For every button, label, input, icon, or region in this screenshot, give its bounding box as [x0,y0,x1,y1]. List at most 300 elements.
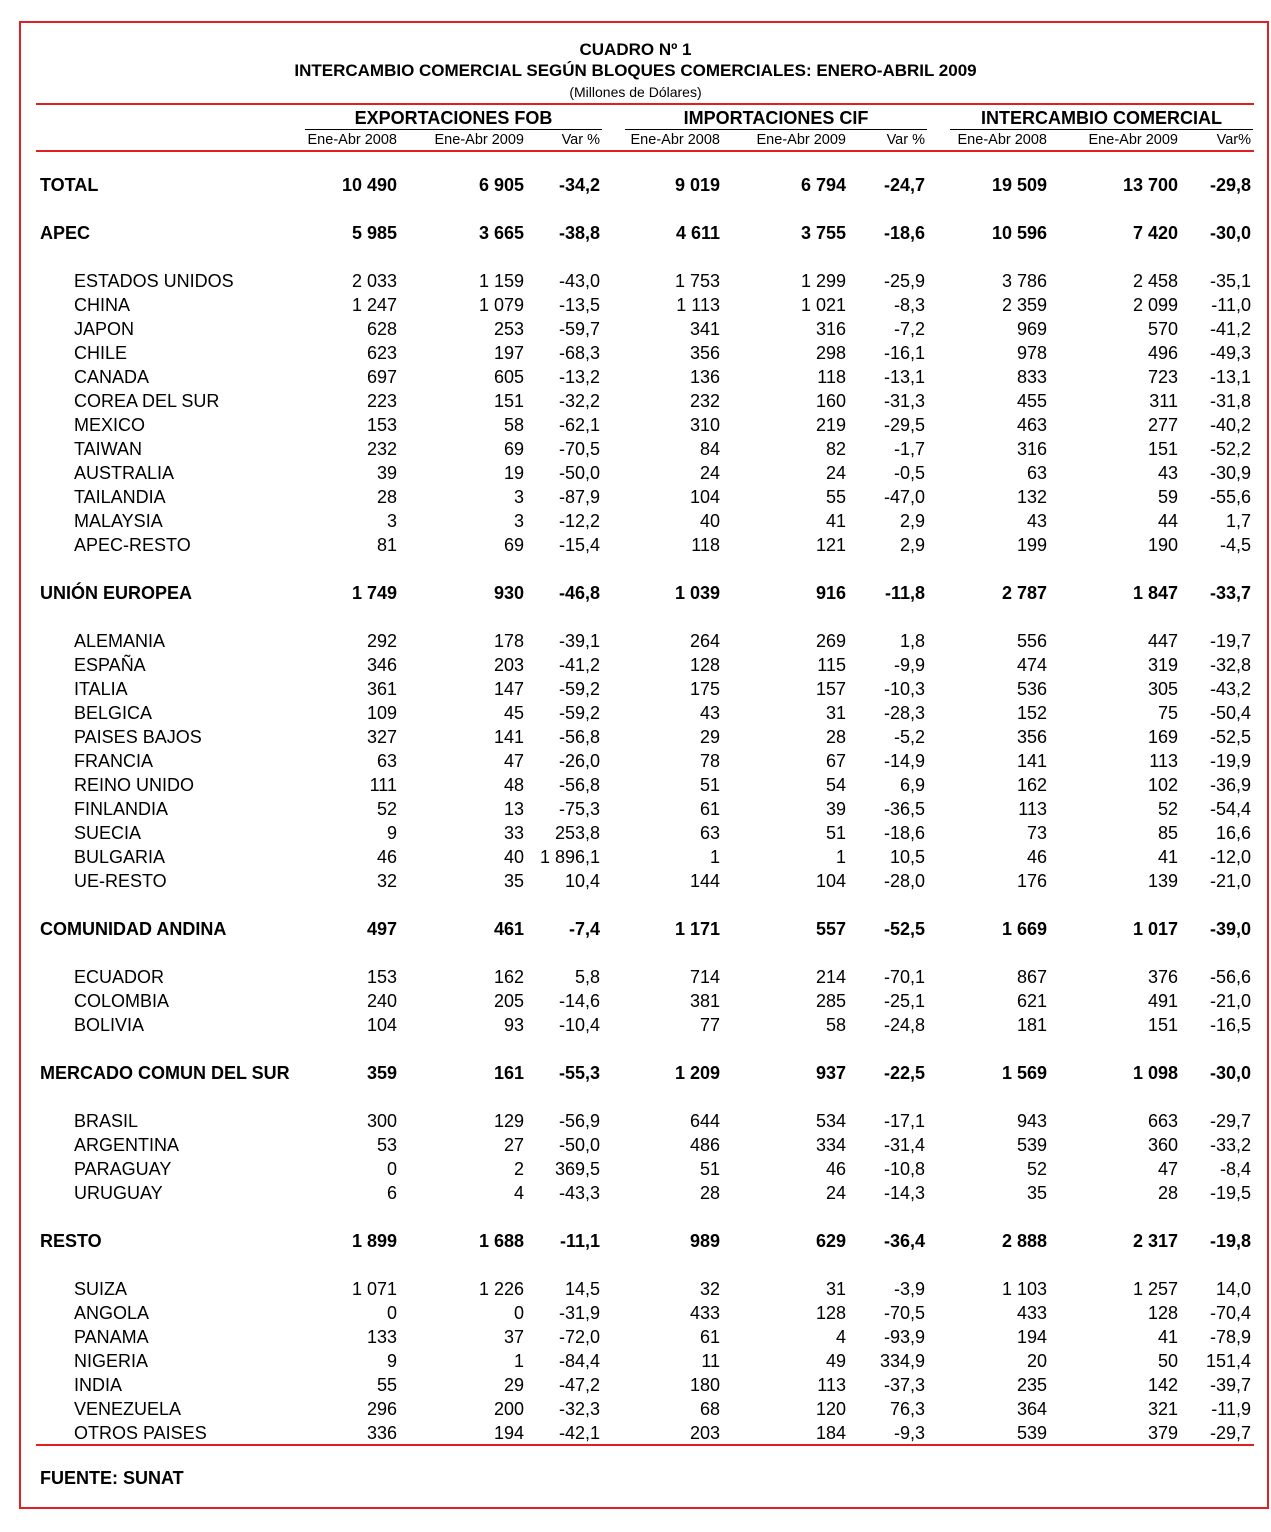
table-cell: 364 [1016,1399,1047,1419]
table-cell: -8,4 [1219,1159,1251,1179]
table-cell: -11,0 [1211,295,1251,315]
table-number: CUADRO Nº 1 [579,40,692,59]
table-cell: 296 [366,1399,397,1419]
table-cell: 311 [1149,391,1178,411]
table-cell: 1 209 [674,1063,720,1083]
table-cell: 184 [815,1423,846,1443]
table-cell: 31 [825,703,846,723]
table-cell: 310 [689,415,720,435]
table-bottom-rule [36,1444,1254,1446]
group-header-trade: INTERCAMBIO COMERCIAL [950,107,1253,130]
table-cell: 20 [1026,1351,1047,1371]
header-bottom-rule [36,150,1254,152]
table-cell: -43,2 [1209,679,1251,699]
table-cell: 1 103 [1001,1279,1047,1299]
table-row [0,965,1271,989]
column-subheader: Ene-Abr 2008 [957,132,1047,148]
table-row [0,1325,1271,1349]
table-cell: 1 113 [676,295,720,315]
table-cell: 41 [1157,1327,1178,1347]
table-cell: -37,3 [883,1375,925,1395]
table-row-block [0,1229,1271,1253]
table-cell: 1 021 [800,295,846,315]
table-cell: 0 [513,1303,524,1323]
table-cell: 153 [366,967,397,987]
table-cell: 153 [366,415,397,435]
table-cell: 46 [825,1159,846,1179]
table-row [0,821,1271,845]
table-cell: 628 [366,319,397,339]
table-cell: 1 [835,847,846,867]
table-cell: 381 [689,991,720,1011]
table-cell: 162 [1016,775,1047,795]
table-cell: 556 [1016,631,1047,651]
table-cell: -70,4 [1209,1303,1251,1323]
table-cell: -55,6 [1209,487,1251,507]
table-row [0,1157,1271,1181]
row-label: INDIA [74,1375,123,1395]
table-cell: -41,2 [1209,319,1251,339]
row-label: COLOMBIA [74,991,170,1011]
table-cell: 75 [1157,703,1178,723]
table-cell: 78 [699,751,720,771]
row-label: PAISES BAJOS [74,727,202,747]
table-cell: 43 [699,703,720,723]
row-label: REINO UNIDO [74,775,195,795]
table-cell: -59,7 [558,319,600,339]
table-cell: 144 [689,871,720,891]
table-row [0,341,1271,365]
table-cell: 557 [815,919,846,939]
table-cell: -70,5 [558,439,600,459]
table-cell: 3 [513,487,524,507]
row-label: MERCADO COMUN DEL SUR [40,1063,290,1083]
table-cell: 2 317 [1132,1231,1178,1251]
row-label: CHINA [74,295,131,315]
table-cell: -72,0 [558,1327,600,1347]
table-row [0,509,1271,533]
table-cell: -47,0 [883,487,925,507]
row-label: OTROS PAISES [74,1423,207,1443]
table-cell: 24 [825,1183,846,1203]
table-cell: 376 [1147,967,1178,987]
table-cell: 35 [503,871,524,891]
table-cell: 1 847 [1132,583,1178,603]
table-cell: 69 [503,535,524,555]
table-cell: 455 [1016,391,1047,411]
table-cell: 31 [825,1279,846,1299]
table-cell: 19 509 [991,175,1047,195]
table-row [0,869,1271,893]
table-cell: 10,4 [564,871,600,891]
table-cell: -55,3 [558,1063,600,1083]
table-cell: 277 [1147,415,1178,435]
row-label: VENEZUELA [74,1399,182,1419]
row-label: ECUADOR [74,967,165,987]
table-cell: 433 [689,1303,720,1323]
row-label: FRANCIA [74,751,154,771]
table-cell: 1 039 [674,583,720,603]
table-cell: -13,1 [883,367,925,387]
row-label: URUGUAY [74,1183,163,1203]
table-cell: 2,9 [899,511,925,531]
table-cell: 194 [493,1423,524,1443]
table-cell: 536 [1016,679,1047,699]
table-cell: -19,8 [1209,1231,1251,1251]
table-cell: 84 [699,439,720,459]
table-cell: 47 [503,751,524,771]
table-cell: 9 [386,1351,397,1371]
table-cell: 19 [503,463,524,483]
table-cell: -26,0 [558,751,600,771]
table-cell: 58 [503,415,524,435]
table-cell: 128 [689,655,720,675]
table-cell: 697 [366,367,397,387]
row-label: ANGOLA [74,1303,150,1323]
table-cell: -28,3 [883,703,925,723]
row-label: BULGARIA [74,847,166,867]
row-label: FINLANDIA [74,799,169,819]
table-cell: 32 [376,871,397,891]
table-cell: 118 [691,535,720,555]
table-cell: 115 [817,655,846,675]
table-cell: 59 [1157,487,1178,507]
table-row [0,413,1271,437]
table-cell: 1 079 [478,295,524,315]
table-cell: 1 753 [674,271,720,291]
row-label: MALAYSIA [74,511,163,531]
table-cell: 4 [835,1327,846,1347]
table-cell: -56,8 [558,727,600,747]
table-cell: 2 [513,1159,524,1179]
table-cell: 45 [503,703,524,723]
table-cell: -12,0 [1209,847,1251,867]
table-cell: -30,9 [1209,463,1251,483]
table-cell: -29,5 [883,415,925,435]
table-cell: 232 [689,391,720,411]
group-header-imports: IMPORTACIONES CIF [625,107,927,130]
table-cell: 24 [699,463,720,483]
table-cell: -24,7 [883,175,925,195]
table-cell: 35 [1026,1183,1047,1203]
table-cell: -0,5 [893,463,925,483]
row-label: ARGENTINA [74,1135,180,1155]
table-cell: -34,2 [558,175,600,195]
table-cell: 5 985 [351,223,397,243]
table-cell: -10,8 [883,1159,925,1179]
table-cell: 39 [825,799,846,819]
table-cell: -50,4 [1209,703,1251,723]
table-row [0,1421,1271,1445]
table-cell: -33,2 [1209,1135,1251,1155]
table-cell: -19,9 [1209,751,1251,771]
table-cell: 82 [825,439,846,459]
table-cell: 930 [493,583,524,603]
row-label: TAILANDIA [74,487,166,507]
table-cell: -3,9 [893,1279,925,1299]
table-cell: 1 [709,847,720,867]
table-cell: 300 [366,1111,397,1131]
row-label: TAIWAN [74,439,142,459]
table-cell: 359 [366,1063,397,1083]
table-row [0,845,1271,869]
table-cell: -87,9 [558,487,600,507]
table-cell: -11,8 [884,583,925,603]
table-cell: 104 [366,1015,397,1035]
table-row [0,725,1271,749]
table-cell: 28 [699,1183,720,1203]
table-cell: 232 [366,439,397,459]
table-cell: 379 [1147,1423,1178,1443]
table-cell: 41 [1157,847,1178,867]
table-row [0,773,1271,797]
row-label: RESTO [40,1231,102,1251]
table-cell: 269 [815,631,846,651]
table-cell: 69 [503,439,524,459]
table-cell: 46 [1026,847,1047,867]
table-cell: -12,2 [558,511,600,531]
table-cell: -41,2 [558,655,600,675]
table-cell: 120 [815,1399,846,1419]
table-cell: 253,8 [554,823,600,843]
table-cell: -32,3 [558,1399,600,1419]
table-cell: 49 [825,1351,846,1371]
table-cell: -28,0 [883,871,925,891]
row-label: CHILE [74,343,128,363]
row-label: ESPAÑA [74,655,146,675]
table-cell: 235 [1016,1375,1047,1395]
table-cell: 298 [815,343,846,363]
table-cell: 77 [699,1015,720,1035]
table-cell: 6 [386,1183,397,1203]
table-cell: -39,0 [1209,919,1251,939]
table-cell: -78,9 [1209,1327,1251,1347]
table-cell: 1 [513,1351,524,1371]
table-cell: 4 [513,1183,524,1203]
table-cell: 190 [1147,535,1178,555]
table-cell: 989 [689,1231,720,1251]
table-cell: 16,6 [1215,823,1251,843]
table-cell: -11,9 [1211,1399,1251,1419]
table-cell: 47 [1157,1159,1178,1179]
column-subheader: Var% [1216,132,1251,148]
table-cell: -36,5 [883,799,925,819]
table-row [0,701,1271,725]
table-cell: 141 [493,727,524,747]
table-cell: 327 [366,727,397,747]
table-cell: 109 [366,703,397,723]
table-row [0,797,1271,821]
table-cell: 486 [689,1135,720,1155]
table-title: INTERCAMBIO COMERCIAL SEGÚN BLOQUES COMERCIALES: ENERO-ABRIL 2009 [294,61,977,80]
column-subheader: Ene-Abr 2009 [756,132,846,148]
table-cell: -36,4 [883,1231,925,1251]
table-cell: 102 [1147,775,1178,795]
table-cell: -16,5 [1209,1015,1251,1035]
table-cell: 14,5 [564,1279,600,1299]
row-label: CANADA [74,367,150,387]
table-cell: -4,5 [1219,535,1251,555]
table-cell: 111 [369,775,397,795]
table-cell: 113 [1149,751,1178,771]
table-cell: -7,2 [893,319,925,339]
table-cell: 32 [699,1279,720,1299]
table-cell: 113 [817,1375,846,1395]
table-cell: 41 [825,511,846,531]
table-cell: 85 [1157,823,1178,843]
table-cell: -31,3 [883,391,925,411]
table-cell: -56,6 [1209,967,1251,987]
table-cell: 61 [699,1327,720,1347]
table-cell: 9 019 [674,175,720,195]
table-cell: 160 [815,391,846,411]
table-cell: -52,5 [883,919,925,939]
table-row [0,1373,1271,1397]
table-cell: 53 [376,1135,397,1155]
table-cell: -50,0 [558,463,600,483]
row-label: APEC [40,223,91,243]
table-cell: 833 [1016,367,1047,387]
table-cell: -14,9 [883,751,925,771]
table-cell: 1 159 [478,271,524,291]
table-cell: 181 [1016,1015,1047,1035]
table-cell: -35,1 [1209,271,1251,291]
row-label: AUSTRALIA [74,463,175,483]
table-cell: 2 888 [1001,1231,1047,1251]
table-cell: -70,1 [883,967,925,987]
table-cell: 319 [1147,655,1178,675]
table-cell: 1 257 [1132,1279,1178,1299]
table-cell: 151 [1147,1015,1178,1035]
table-cell: 539 [1016,1135,1047,1155]
table-cell: 943 [1016,1111,1047,1131]
table-cell: 162 [493,967,524,987]
table-cell: 1 171 [674,919,720,939]
table-cell: 361 [366,679,397,699]
table-cell: 334,9 [879,1351,925,1371]
table-cell: 55 [825,487,846,507]
table-cell: -38,8 [558,223,600,243]
table-cell: 4 611 [675,223,720,243]
table-cell: 491 [1147,991,1178,1011]
column-subheader: Var % [561,132,600,148]
table-cell: -16,1 [883,343,925,363]
table-cell: -31,9 [558,1303,600,1323]
table-cell: 113 [1018,799,1047,819]
table-row [0,389,1271,413]
table-cell: 2,9 [899,535,925,555]
table-cell: 3 [386,511,397,531]
table-cell: 52 [1026,1159,1047,1179]
table-cell: 151 [493,391,524,411]
table-cell: -39,7 [1209,1375,1251,1395]
table-cell: -75,3 [558,799,600,819]
row-label: APEC-RESTO [74,535,191,555]
table-row [0,1301,1271,1325]
table-cell: 61 [699,799,720,819]
table-cell: 1 017 [1132,919,1178,939]
table-cell: 264 [689,631,720,651]
table-cell: 969 [1016,319,1047,339]
column-subheader: Ene-Abr 2008 [307,132,397,148]
table-cell: 447 [1147,631,1178,651]
table-cell: 152 [1016,703,1047,723]
table-cell: 1 899 [351,1231,397,1251]
table-cell: 29 [503,1375,524,1395]
table-cell: 1 247 [351,295,397,315]
table-cell: 0 [386,1159,397,1179]
table-cell: -5,2 [893,727,925,747]
row-label: UNIÓN EUROPEA [40,583,193,603]
table-cell: 356 [1016,727,1047,747]
table-cell: -56,8 [558,775,600,795]
table-cell: 51 [699,1159,720,1179]
table-cell: 2 359 [1001,295,1047,315]
row-label: JAPON [74,319,135,339]
table-cell: 151 [1147,439,1178,459]
table-row [0,1013,1271,1037]
table-cell: 81 [376,535,397,555]
table-cell: -13,5 [558,295,600,315]
table-cell: 63 [1026,463,1047,483]
table-cell: -49,3 [1209,343,1251,363]
table-cell: 0 [386,1303,397,1323]
row-label: ITALIA [74,679,128,699]
table-row [0,365,1271,389]
table-cell: -14,6 [558,991,600,1011]
table-cell: -29,7 [1209,1111,1251,1131]
table-cell: -21,0 [1209,871,1251,891]
table-cell: 142 [1147,1375,1178,1395]
table-cell: 316 [1016,439,1047,459]
table-cell: 51 [699,775,720,795]
row-label: UE-RESTO [74,871,167,891]
table-cell: 1 071 [351,1279,397,1299]
table-cell: -39,1 [558,631,600,651]
table-cell: -33,7 [1209,583,1251,603]
table-cell: 7 420 [1132,223,1178,243]
table-cell: 136 [689,367,720,387]
table-cell: 93 [503,1015,524,1035]
table-cell: -19,7 [1209,631,1251,651]
table-cell: 433 [1016,1303,1047,1323]
table-cell: -18,6 [883,823,925,843]
table-cell: 199 [1016,535,1047,555]
table-cell: 128 [815,1303,846,1323]
table-cell: -8,3 [893,295,925,315]
table-cell: 141 [1016,751,1047,771]
table-cell: -25,9 [883,271,925,291]
row-label: NIGERIA [74,1351,149,1371]
table-cell: -9,3 [893,1423,925,1443]
table-cell: 644 [689,1111,720,1131]
table-row [0,989,1271,1013]
table-cell: 51 [825,823,846,843]
table-cell: -7,4 [568,919,600,939]
table-cell: 176 [1016,871,1047,891]
table-cell: 336 [366,1423,397,1443]
table-cell: -42,1 [558,1423,600,1443]
table-cell: 570 [1147,319,1178,339]
table-cell: -30,0 [1209,223,1251,243]
table-cell: 52 [376,799,397,819]
table-row [0,1277,1271,1301]
table-cell: -24,8 [883,1015,925,1035]
table-cell: 334 [815,1135,846,1155]
source-note: FUENTE: SUNAT [40,1468,184,1488]
table-cell: 197 [493,343,524,363]
table-cell: -21,0 [1209,991,1251,1011]
